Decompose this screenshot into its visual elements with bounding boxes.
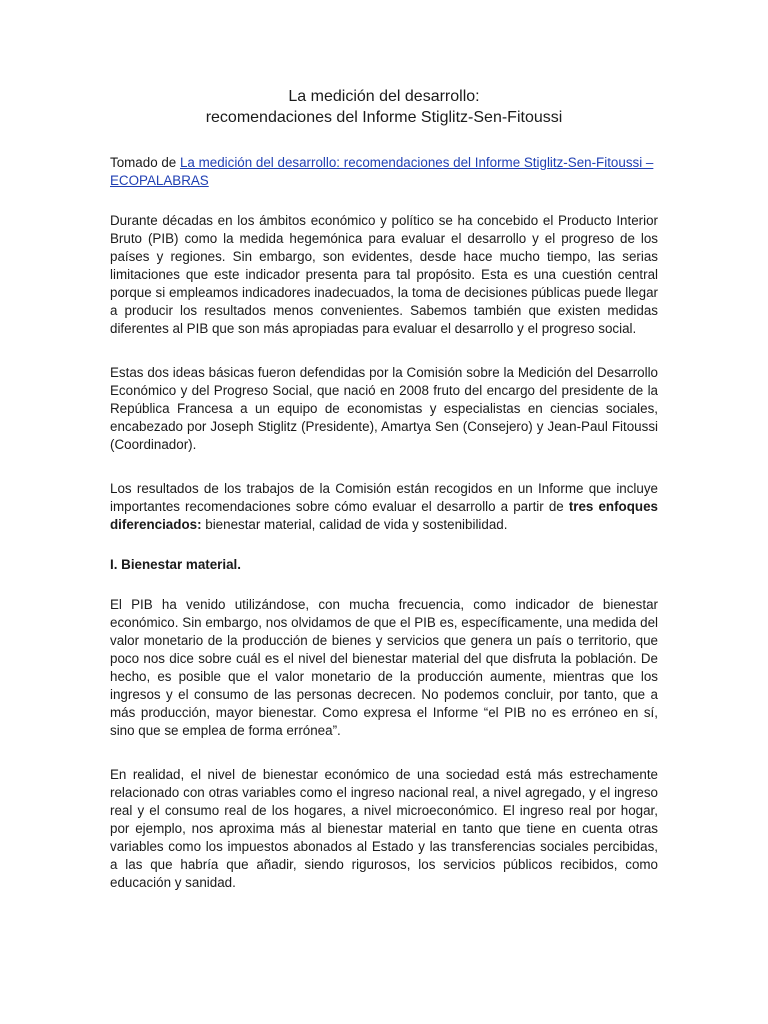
source-link[interactable]: La medición del desarrollo: recomendaciones del Informe Stiglitz-Sen-Fitoussi – ECOPALABRAS bbox=[110, 155, 654, 188]
source-attribution bbox=[110, 154, 658, 190]
paragraph-intro: Durante décadas en los ámbitos económico y político se ha concebido el Producto Interior Bruto (PIB) como la medida hegemónica para evaluar el desarrollo y el progreso de los países y regiones. Sin embargo, son evidentes, desde hace mucho tiempo, las serias limitaciones que este indicador presenta para tal propósito. Esta es una cuestión central porque si empleamos indicadores inadecuados, la toma de decisiones públicas puede llegar a producir los resultados menos convenientes. Sabemos también que existen medidas diferentes al PIB que son más apropiadas para evaluar el desarrollo y el progreso social. bbox=[110, 213, 658, 336]
document-title bbox=[110, 86, 658, 128]
results-text-start: Los resultados de los trabajos de la Comisión están recogidos en un Informe que incluye importantes recomendaciones sobre cómo evaluar el desarrollo a partir de bbox=[110, 481, 658, 514]
title-line-2: recomendaciones del Informe Stiglitz-Sen-Fitoussi bbox=[205, 109, 563, 126]
paragraph-welfare: En realidad, el nivel de bienestar económico de una sociedad está más estrechamente relacionado con otras variables como el ingreso nacional real, a nivel agregado, y el ingreso real y el consumo real de los hogares, a nivel microeconómico. El ingreso real por hogar, por ejemplo, nos aproxima más al bienestar material en tanto que tiene en cuenta otras variables como los impuestos abonados al Estado y las transferencias sociales percibidas, a las que habría que añadir, siendo rigurosos, los servicios públicos recibidos, como educación y sanidad. bbox=[110, 767, 658, 890]
paragraph-commission: Estas dos ideas básicas fueron defendidas por la Comisión sobre la Medición del Desarrollo Económico y del Progreso Social, que nació en 2008 fruto del encargo del presidente de la República Francesa a un equipo de economistas y especialistas en ciencias sociales, encabezado por Joseph Stiglitz (Presidente), Amartya Sen (Consejero) y Jean-Paul Fitoussi (Coordinador). bbox=[110, 365, 658, 452]
source-prefix: Tomado de bbox=[110, 155, 180, 170]
paragraph-results bbox=[110, 480, 658, 534]
title-line-1: La medición del desarrollo: bbox=[288, 88, 480, 105]
section-heading: I. Bienestar material. bbox=[110, 557, 241, 572]
results-text-end: bienestar material, calidad de vida y sostenibilidad. bbox=[201, 517, 508, 532]
results-bold-text: tres enfoques diferenciados: bbox=[110, 499, 658, 532]
paragraph-pib: El PIB ha venido utilizándose, con mucha frecuencia, como indicador de bienestar económico. Sin embargo, nos olvidamos de que el PIB es, específicamente, una medida del valor monetario de la producción de bienes y servicios que genera un país o territorio, que poco nos dice sobre cuál es el nivel del bienestar material del que disfruta la población. De hecho, es posible que el valor monetario de la producción aumente, mientras que los ingresos y el consumo de las personas decrecen. No podemos concluir, por tanto, que a más producción, mayor bienestar. Como expresa el Informe “el PIB no es erróneo en sí, sino que se emplea de forma errónea”. bbox=[110, 597, 658, 738]
